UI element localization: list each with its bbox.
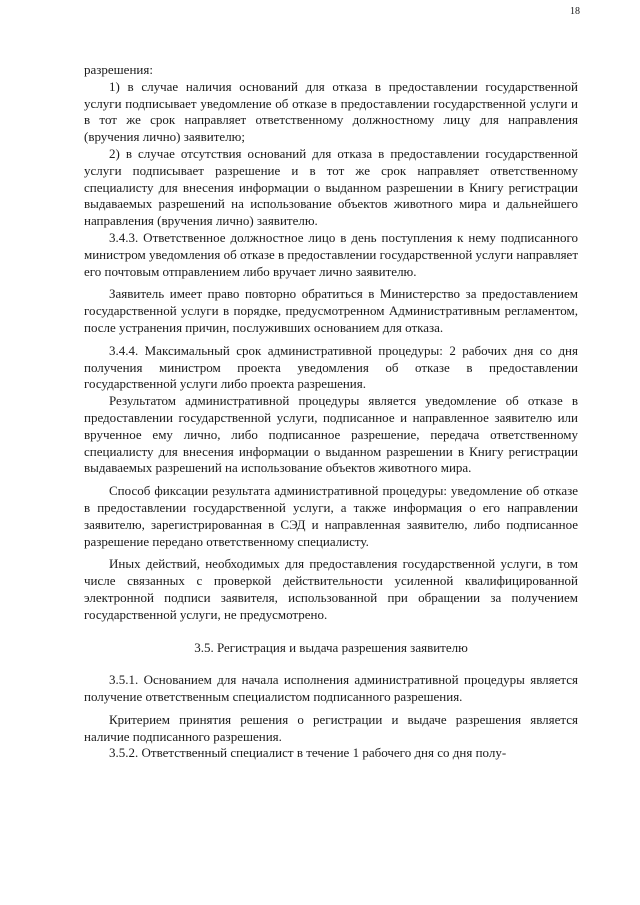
paragraph: Результатом административной процедуры является уведомление об отказе в предоставлении государственной услуги, подписанное и направленное заявителю или врученное ему лично, либо подписанное разрешение, передача ответственному специалисту для внесения информации о выданном разрешении в Книгу регистрации выдаваемых разрешений на использование объектов животного мира.	[84, 393, 578, 476]
paragraph: Критерием принятия решения о регистрации и выдаче разрешения является наличие подписанного разрешения.	[84, 711, 578, 744]
paragraph: Иных действий, необходимых для предоставления государственной услуги, в том числе связанных с проверкой действительности усиленной квалифицированной электронной подписи заявителя, использованной при обращении за получением государственной услуги, не предусмотрено.	[84, 556, 578, 622]
paragraph: 1) в случае наличия оснований для отказа в предоставлении государственной услуги подписывает уведомление об отказе в предоставлении государственной услуги и в тот же срок направляет ответственному должностному лицу для направления (вручения лично) заявителю;	[84, 78, 578, 145]
paragraph: 3.5.2. Ответственный специалист в течение 1 рабочего дня со дня полу-	[109, 745, 507, 761]
paragraph: 3.4.3. Ответственное должностное лицо в день поступления к нему подписанного министром уведомления об отказе в предоставлении государственной услуги направляет его почтовым отправлением либо вручает лично заявителю.	[84, 229, 578, 279]
paragraph: разрешения:	[84, 62, 153, 77]
paragraph: Заявитель имеет право повторно обратиться в Министерство за предоставлением государственной услуги в порядке, предусмотренном Административным регламентом, после устранения причин, послуживших основанием для отказа.	[84, 286, 578, 335]
page-number: 18	[570, 6, 580, 17]
section-heading: 3.5. Регистрация и выдача разрешения заявителю	[194, 639, 468, 655]
paragraph: 3.4.4. Максимальный срок административной процедуры: 2 рабочих дня со дня получения министром проекта уведомления об отказе в предоставлении государственной услуги либо проекта разрешения.	[84, 342, 578, 392]
document-body	[84, 62, 578, 762]
paragraph: 3.5.1. Основанием для начала исполнения административной процедуры является получение ответственным специалистом подписанного разрешения.	[84, 672, 578, 705]
paragraph: Способ фиксации результата административной процедуры: уведомление об отказе в предоставлении государственной услуги, а также информация о его направлении заявителю, зарегистрированная в СЭД и направленная заявителю, либо подписанное разрешение передано ответственному специалисту.	[84, 483, 578, 549]
paragraph: 2) в случае отсутствия оснований для отказа в предоставлении государственной услуги подписывает разрешение и в тот же срок направляет ответственному специалисту для внесения информации о выданном разрешении в Книгу регистрации выдаваемых разрешений на использование объектов животного мира и дальнейшего направления (вручения лично) заявителю.	[84, 145, 578, 229]
